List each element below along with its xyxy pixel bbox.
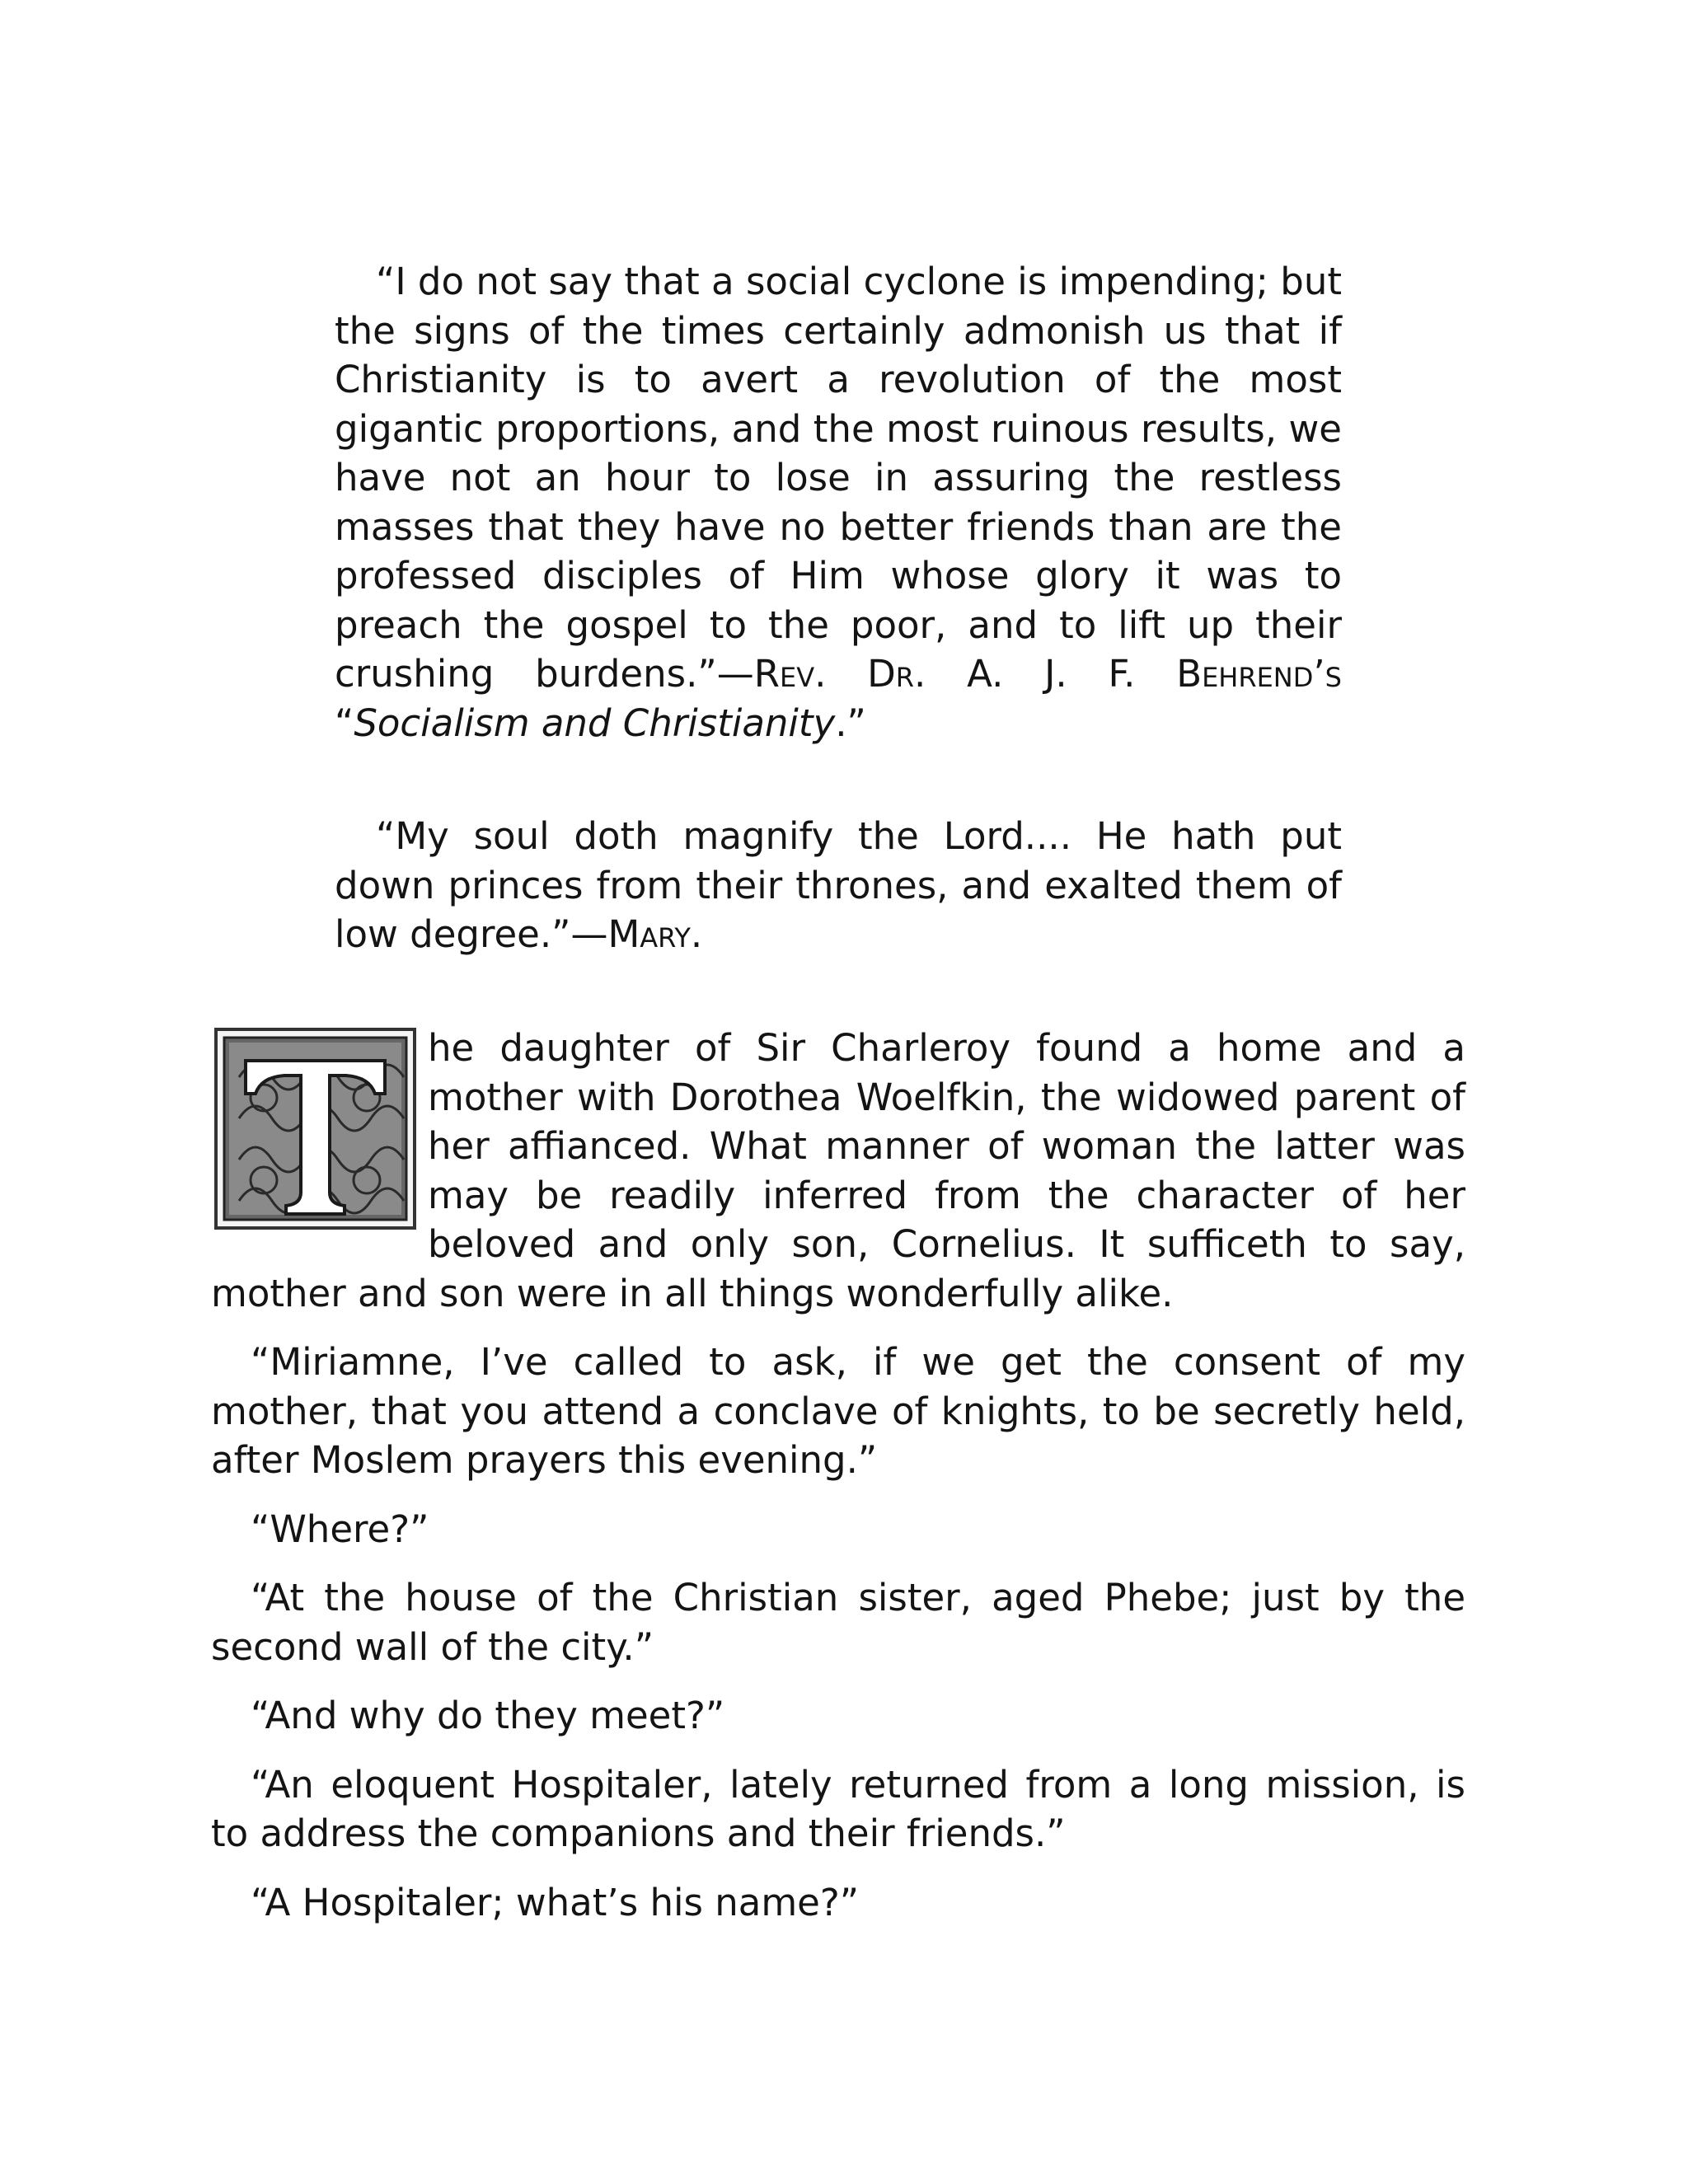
epigraph-work-title: Socialism and Christianity — [354, 701, 836, 745]
epigraph-attribution: Rev. Dr. A. J. F. Behrend’s — [753, 652, 1342, 696]
chapter-body — [211, 1024, 1465, 1947]
dialogue-paragraph: “Where?” — [251, 1507, 429, 1551]
epigraph-behrend — [335, 257, 1342, 748]
epigraph-work-close: .” — [835, 701, 866, 745]
ornamental-initial-t-icon — [214, 1028, 416, 1230]
epigraph-work-open: “ — [335, 701, 354, 745]
dialogue-paragraph: “Miriamne, I’ve called to ask, if we get the consent of my mother, that you attend a conclave of knights, to be secretly held, after Moslem prayers this evening.” — [211, 1340, 1465, 1482]
epigraph-trail: . — [690, 912, 703, 956]
paragraph-text: he daughter of Sir Charleroy found a home and a mother with Dorothea Woelfkin, the widowed parent of her affianced. What manner of woman the latter was may be readily inferred from the character of her beloved and only son, Cornelius. It sufficeth to say, mother and son were in all things wonderfully alike. — [211, 1026, 1465, 1315]
epigraph-mary — [335, 812, 1342, 959]
dialogue-paragraph: “A Hospitaler; what’s his name?” — [251, 1880, 860, 1924]
dialogue-paragraph: “An eloquent Hospitaler, lately returned from a long mission, is to address the companions and their friends.” — [211, 1762, 1465, 1855]
epigraph-quote: “I do not say that a social cyclone is impending; but the signs of the times certainly admonish us that if Christianity is to avert a revolution of the most gigantic proportions, and the most ruinous results, we have not an hour to lose in assuring the restless masses that they have no better friends than are the professed disciples of Him whose glory it was to preach the gospel to the poor, and to lift up their crushing burdens.”— — [335, 260, 1342, 696]
dialogue-paragraph: “At the house of the Christian sister, aged Phebe; just by the second wall of the city.” — [211, 1576, 1465, 1669]
dialogue-paragraph: “And why do they meet?” — [251, 1694, 725, 1737]
epigraph-attribution: Mary — [607, 912, 691, 956]
epigraph-quote: “My soul doth magnify the Lord.... He hath put down princes from their thrones, and exalted them of low degree.”— — [335, 814, 1342, 956]
opening-paragraph — [211, 1024, 1465, 1318]
